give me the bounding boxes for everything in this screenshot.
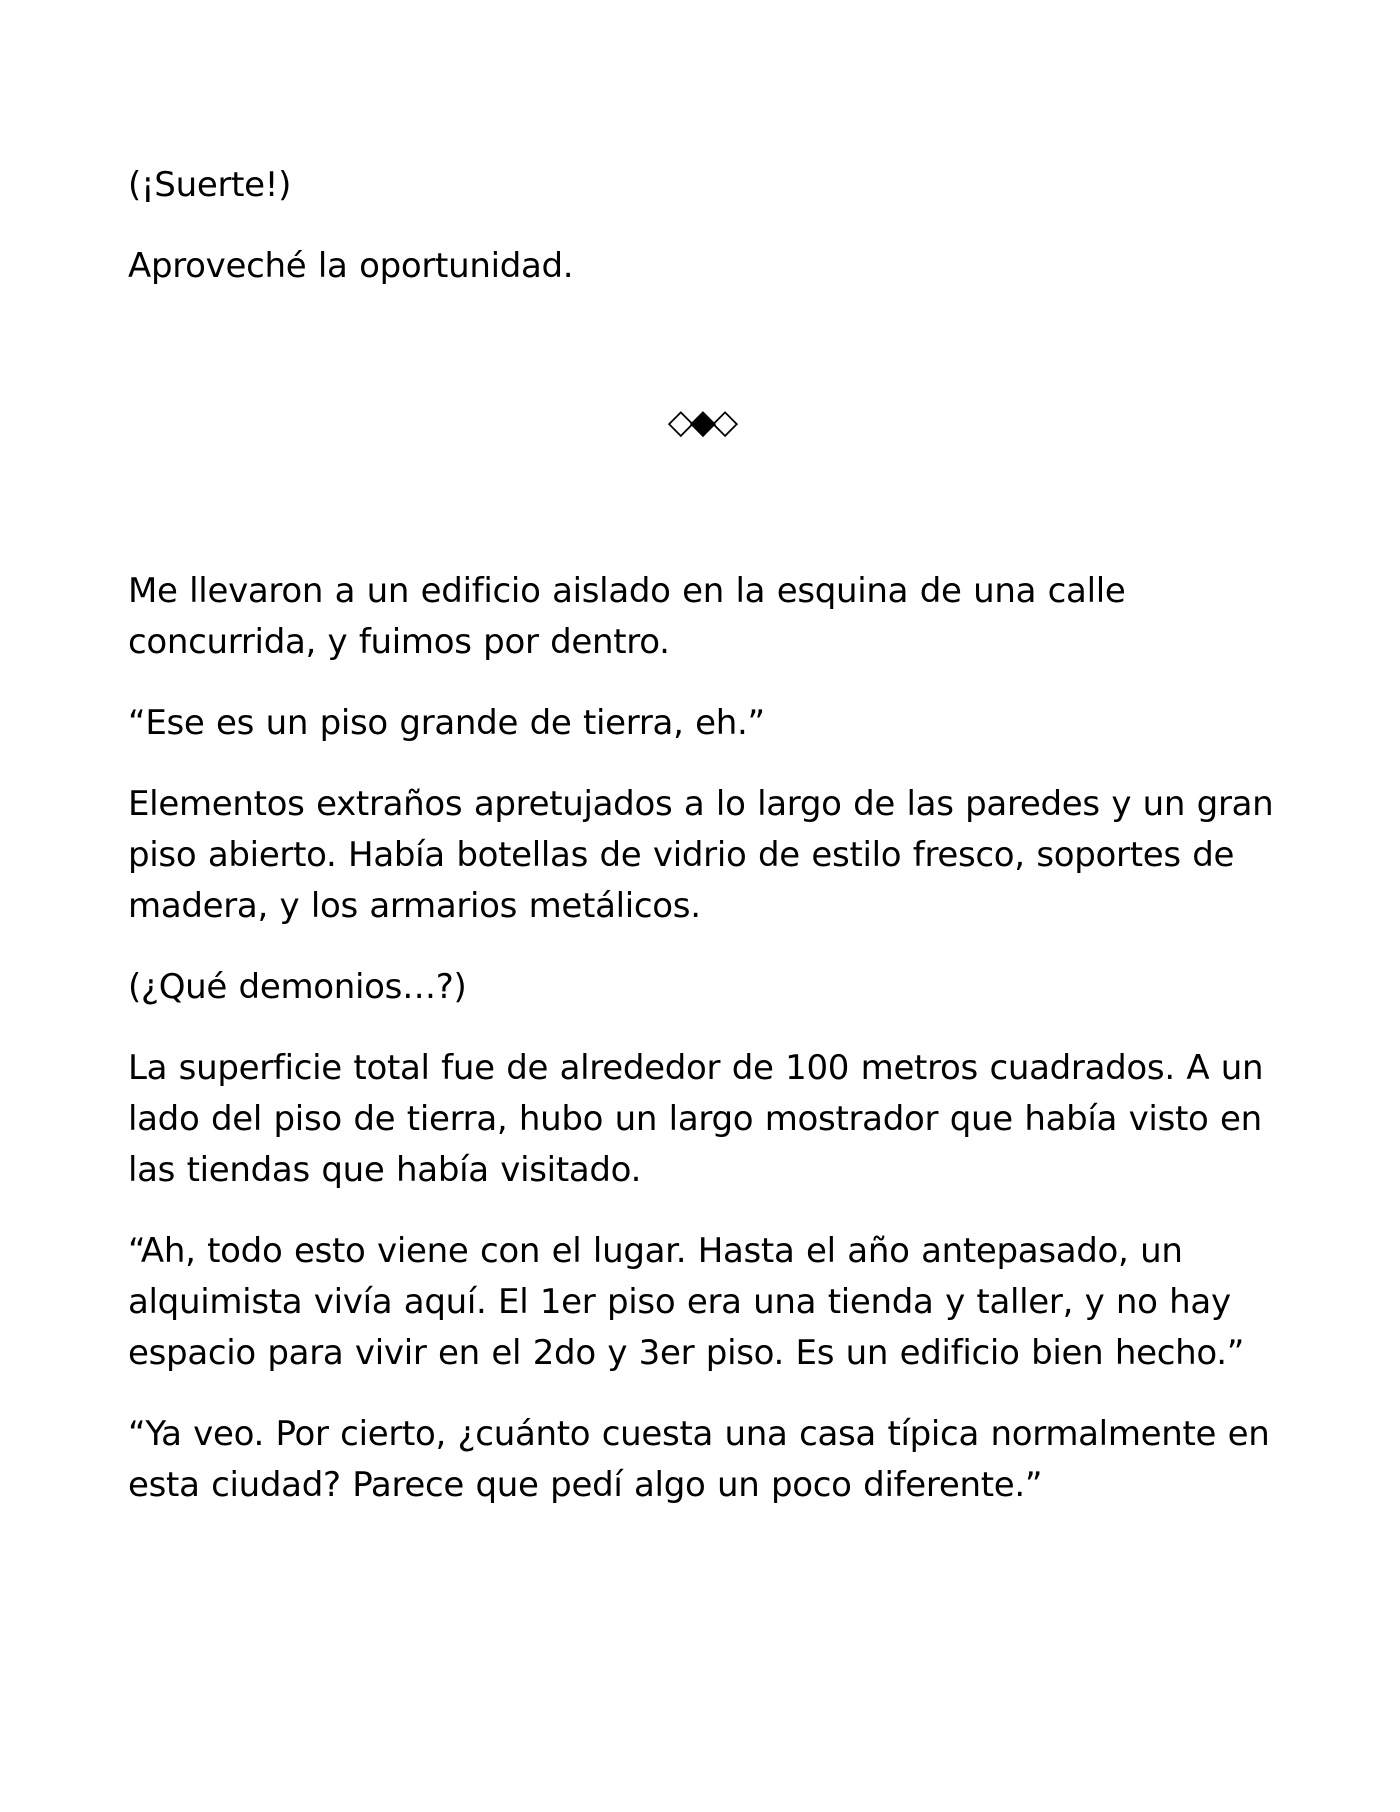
page-content xyxy=(128,160,1288,1541)
spacer xyxy=(128,322,1288,402)
paragraph-que-demonios: (¿Qué demonios…?) xyxy=(128,967,467,1007)
paragraph-edificio: Me llevaron a un edificio aislado en la esquina de una calle concurrida, y fuimos por dentro. xyxy=(128,571,1126,662)
paragraph-suerte: (¡Suerte!) xyxy=(128,165,292,205)
paragraph-dialogue-ya-veo: “Ya veo. Por cierto, ¿cuánto cuesta una casa típica normalmente en esta ciudad? Parece que pedí algo un poco diferente.” xyxy=(128,1414,1270,1505)
paragraph-elementos: Elementos extraños apretujados a lo largo de las paredes y un gran piso abierto. Había botellas de vidrio de estilo fresco, soportes de madera, y los armarios metálicos. xyxy=(128,784,1274,926)
paragraph-dialogue-piso: “Ese es un piso grande de tierra, eh.” xyxy=(128,703,765,743)
spacer xyxy=(128,442,1288,566)
paragraph-dialogue-alquimista: “Ah, todo esto viene con el lugar. Hasta el año antepasado, un alquimista vivía aquí. El 1er piso era una tienda y taller, y no hay espacio para vivir en el 2do y 3er piso. Es un edificio bien hecho.” xyxy=(128,1231,1245,1373)
paragraph-aproveche: Aproveché la oportunidad. xyxy=(128,246,574,286)
section-divider: ◇◆◇ xyxy=(667,402,735,442)
paragraph-superficie: La superficie total fue de alrededor de 100 metros cuadrados. A un lado del piso de tierra, hubo un largo mostrador que había visto en las tiendas que había visitado. xyxy=(128,1048,1264,1190)
